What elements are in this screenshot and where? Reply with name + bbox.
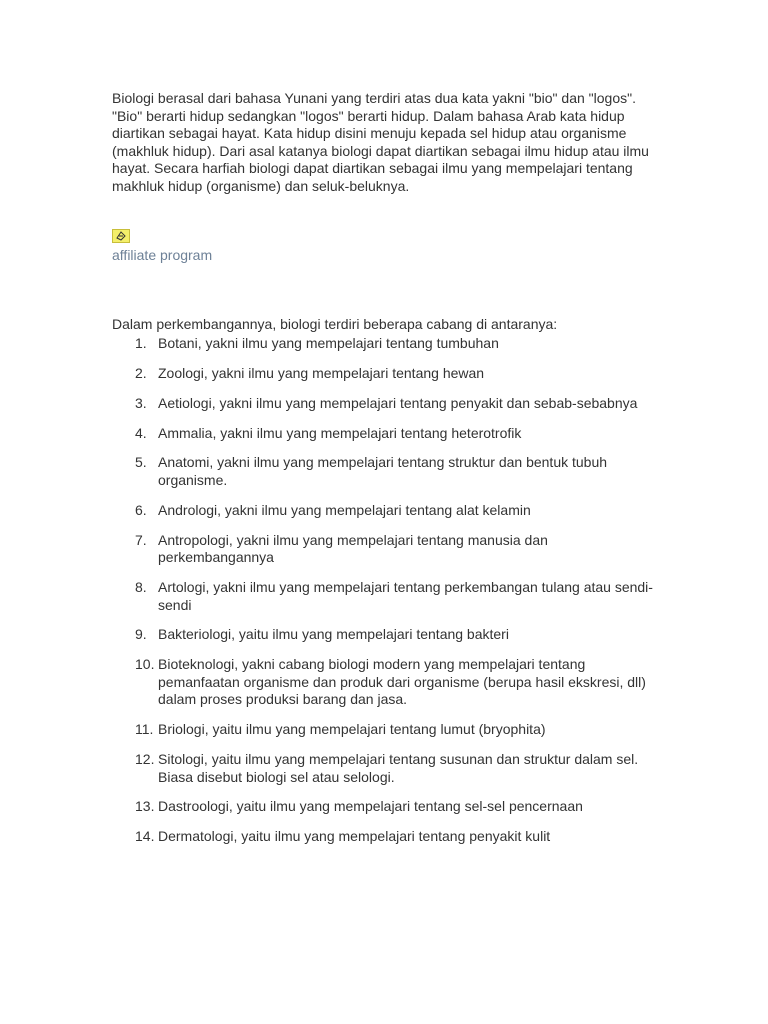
list-item-number: 3. — [135, 394, 147, 411]
list-item — [112, 502, 657, 520]
affiliate-program-link[interactable]: affiliate program — [112, 247, 213, 264]
list-item — [112, 335, 657, 353]
list-item — [112, 626, 657, 644]
list-item — [112, 721, 657, 739]
list-item-text: Zoologi, yakni ilmu yang mempelajari tentang hewan — [158, 365, 485, 382]
list-item-text: Anatomi, yakni ilmu yang mempelajari tentang struktur dan bentuk tubuh organisme. — [158, 454, 608, 489]
list-item-number: 7. — [135, 531, 147, 548]
list-item — [112, 365, 657, 383]
list-item-number: 8. — [135, 579, 147, 595]
list-item-text: Bioteknologi, yakni cabang biologi modern yang mempelajari tentang pemanfaatan organisme dan produk dari organisme (berupa hasil ekskresi, dll) dalam proses produksi barang dan jasa. — [158, 656, 646, 708]
document-page — [112, 90, 657, 858]
list-item-number: 11. — [135, 721, 154, 738]
list-item-text: Ammalia, yakni ilmu yang mempelajari tentang heterotrofik — [158, 424, 522, 441]
list-item — [112, 656, 657, 709]
list-item-text: Artologi, yakni ilmu yang mempelajari tentang perkembangan tulang atau sendi-sendi — [158, 579, 653, 613]
list-item-text: Dastroologi, yaitu ilmu yang mempelajari tentang sel-sel pencernaan — [158, 798, 583, 815]
list-item-text: Sitologi, yaitu ilmu yang mempelajari tentang susunan dan struktur dalam sel. Biasa disebut biologi sel atau selologi. — [158, 750, 639, 785]
list-item-number: 12. — [135, 750, 155, 767]
list-item-text: Bakteriologi, yaitu ilmu yang mempelajari tentang bakteri — [158, 626, 509, 643]
list-item-number: 14. — [135, 828, 155, 845]
list-item-text: Aetiologi, yakni ilmu yang mempelajari tentang penyakit dan sebab-sebabnya — [158, 394, 638, 411]
list-item-number: 9. — [135, 626, 147, 643]
branches-list — [112, 335, 657, 845]
list-item — [112, 532, 657, 567]
list-item-text: Botani, yakni ilmu yang mempelajari tentang tumbuhan — [158, 335, 499, 352]
list-item — [112, 798, 657, 816]
list-item-number: 10. — [135, 656, 155, 673]
list-item — [112, 579, 657, 614]
list-item-text: Andrologi, yakni ilmu yang mempelajari tentang alat kelamin — [158, 501, 531, 518]
list-item-number: 4. — [135, 424, 147, 441]
list-item — [112, 751, 657, 786]
list-item-number: 5. — [135, 454, 147, 471]
list-item-number: 1. — [135, 335, 147, 352]
ad-block — [112, 229, 657, 265]
list-item — [112, 425, 657, 443]
branches-lead: Dalam perkembangannya, biologi terdiri beberapa cabang di antaranya: — [112, 315, 558, 332]
list-item-number: 6. — [135, 501, 147, 518]
list-item — [112, 828, 657, 846]
intro-paragraph: Biologi berasal dari bahasa Yunani yang terdiri atas dua kata yakni "bio" dan "logos". "Bio" berarti hidup sedangkan "logos" berarti hidup. Dalam bahasa Arab kata hidup diartikan sebagai hayat. Kata hidup disini menuju kepada sel hidup atau organisme (makhluk hidup). Dari asal katanya biologi dapat diartikan sebagai ilmu hidup atau ilmu hayat. Secara harfiah biologi dapat diartikan sebagai ilmu yang mempelajari tentang makhluk hidup (organisme) dan seluk-beluknya. — [112, 90, 649, 194]
list-item-text: Dermatologi, yaitu ilmu yang mempelajari tentang penyakit kulit — [158, 828, 551, 845]
list-item-number: 13. — [135, 798, 155, 815]
list-item-number: 2. — [135, 365, 147, 382]
list-item-text: Briologi, yaitu ilmu yang mempelajari tentang lumut (bryophita) — [158, 721, 546, 738]
list-item — [112, 395, 657, 413]
list-item — [112, 454, 657, 489]
list-item-text: Antropologi, yakni ilmu yang mempelajari tentang manusia dan perkembangannya — [158, 531, 548, 566]
broken-image-icon[interactable] — [112, 229, 130, 243]
